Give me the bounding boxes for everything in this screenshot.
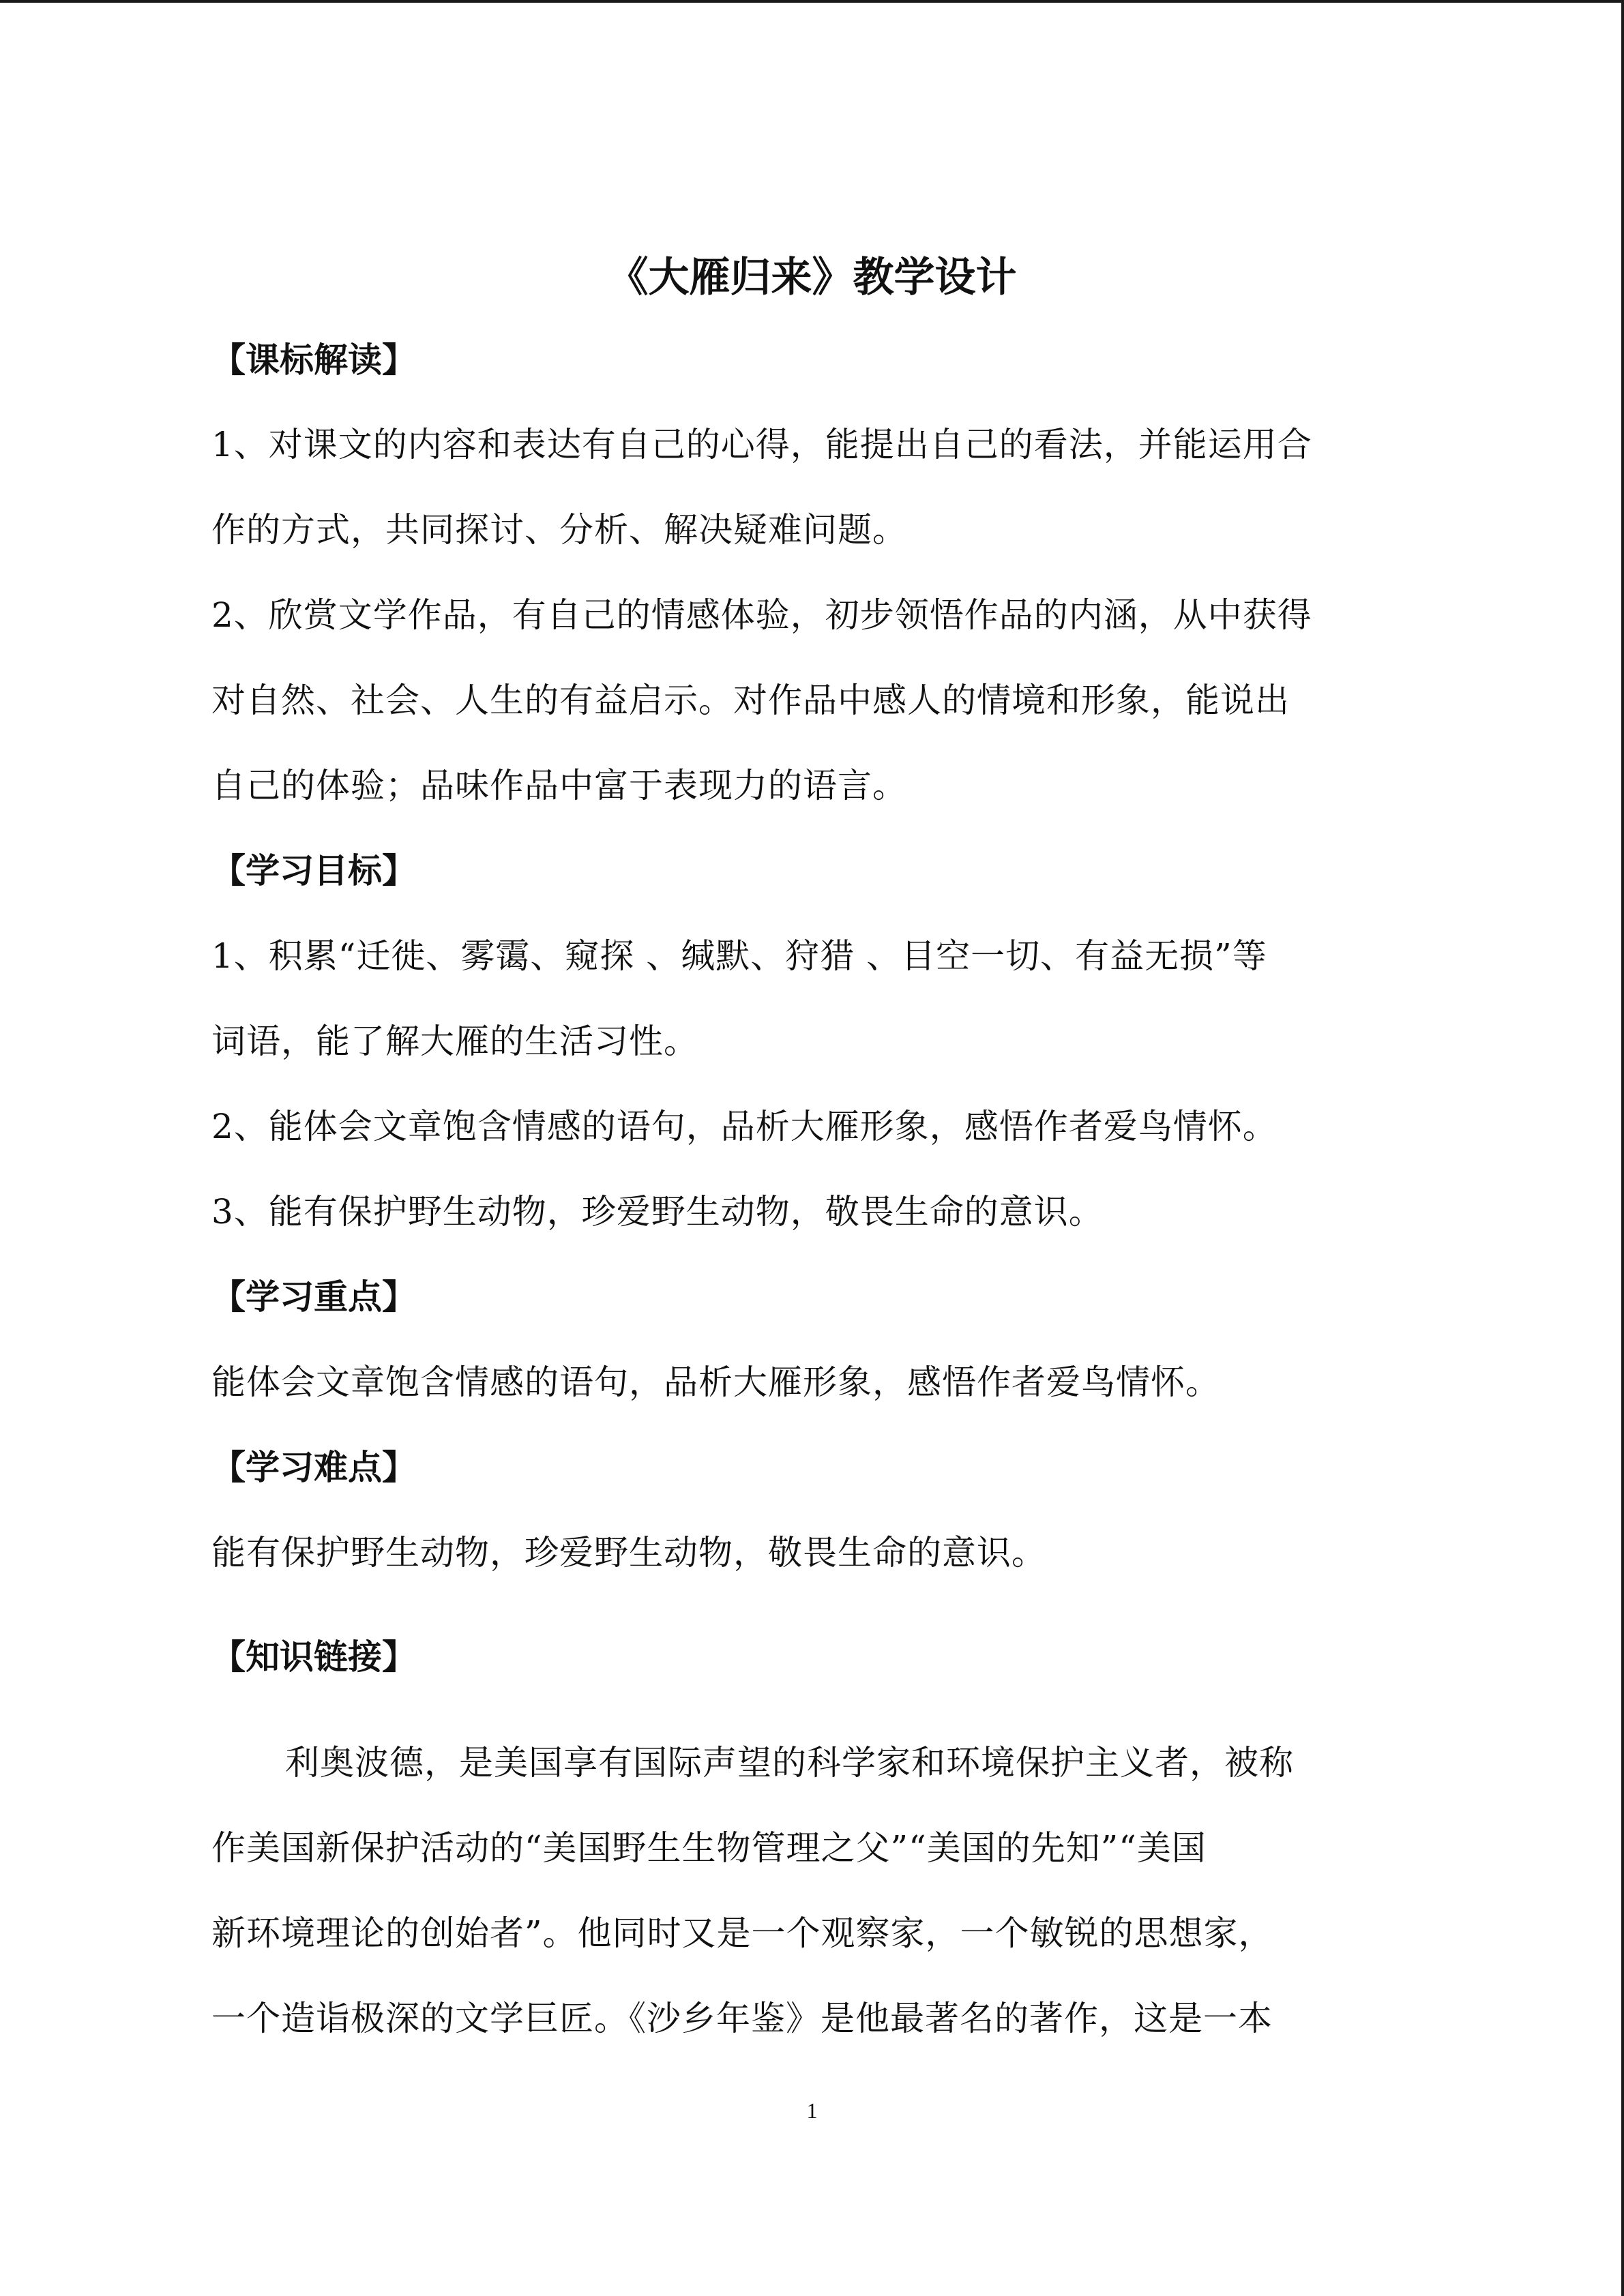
section-heading-difficulties: 【学习难点】 (211, 1448, 416, 1487)
curriculum-line: 自己的体验；品味作品中富于表现力的语言。 (211, 766, 907, 805)
objectives-line: 3、能有保护野生动物，珍爱野生动物，敬畏生命的意识。 (211, 1192, 1104, 1232)
objectives-line: 2、能体会文章饱含情感的语句，品析大雁形象，感悟作者爱鸟情怀。 (211, 1107, 1278, 1146)
objectives-line: 词语，能了解大雁的生活习性。 (211, 1022, 698, 1061)
knowledge-line: 利奥波德，是美国享有国际声望的科学家和环境保护主义者，被称 (285, 1743, 1294, 1783)
curriculum-line: 对自然、社会、人生的有益启示。对作品中感人的情境和形象，能说出 (211, 681, 1290, 720)
page-top-border (0, 0, 1624, 3)
page-number: 1 (806, 2098, 818, 2123)
objectives-line: 1、积累“迁徙、雾霭、窥探 、缄默、狩猎 、目空一切、有益无损”等 (211, 936, 1267, 976)
section-heading-knowledge: 【知识链接】 (211, 1637, 416, 1677)
difficulties-line: 能有保护野生动物，珍爱野生动物，敬畏生命的意识。 (211, 1533, 1046, 1572)
knowledge-line: 新环境理论的创始者”。他同时又是一个观察家，一个敏锐的思想家， (211, 1913, 1273, 1953)
key-points-line: 能体会文章饱含情感的语句，品析大雁形象，感悟作者爱鸟情怀。 (211, 1362, 1220, 1402)
curriculum-line: 作的方式，共同探讨、分析、解决疑难问题。 (211, 510, 907, 550)
curriculum-line: 1、对课文的内容和表达有自己的心得，能提出自己的看法，并能运用合 (211, 425, 1312, 464)
knowledge-line: 作美国新保护活动的“美国野生生物管理之父”“美国的先知”“美国 (211, 1828, 1207, 1868)
section-heading-key-points: 【学习重点】 (211, 1277, 416, 1317)
page-right-border (1621, 0, 1624, 2296)
knowledge-line: 一个造诣极深的文学巨匠。《沙乡年鉴》是他最著名的著作，这是一本 (211, 1999, 1273, 2038)
section-heading-objectives: 【学习目标】 (211, 851, 416, 891)
document-title: 《大雁归来》教学设计 (607, 254, 1017, 301)
curriculum-line: 2、欣赏文学作品，有自己的情感体验，初步领悟作品的内涵，从中获得 (211, 595, 1312, 635)
section-heading-curriculum: 【课标解读】 (211, 340, 416, 380)
